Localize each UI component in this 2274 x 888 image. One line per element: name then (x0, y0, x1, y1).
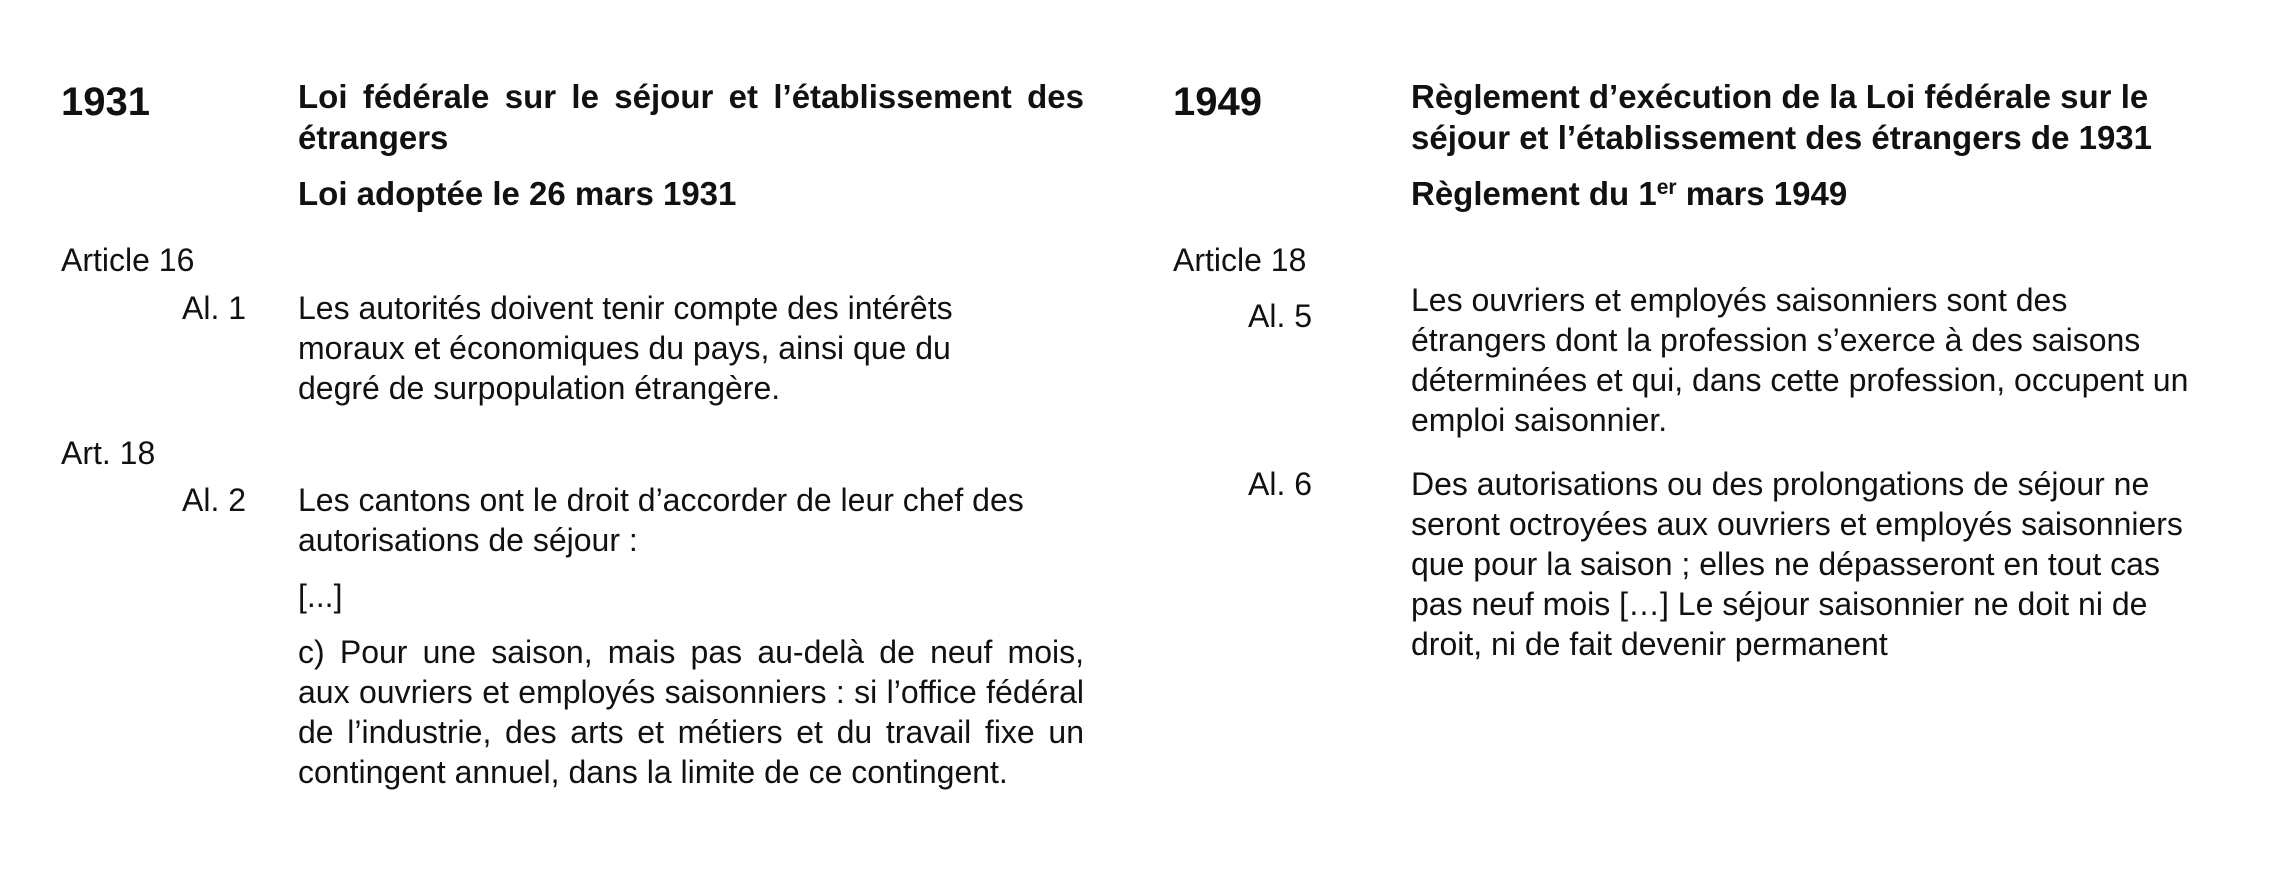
right-al-6-label: Al. 6 (1248, 466, 1313, 502)
right-year: 1949 (1173, 80, 1262, 124)
left-al-2-item-c: c) Pour une saison, mais pas au-delà de neuf mois, aux ouvriers et employés saisonniers : si l’office fédéral de l’industrie, des arts et métiers et du travail fixe un contingent annuel, dans la limite de ce contingent. (298, 634, 1084, 790)
left-al-2-text: Les cantons ont le droit d’accorder de leur chef des autorisations de séjour : (298, 482, 1024, 558)
right-article-18-label: Article 18 (1173, 242, 1307, 278)
left-al-1-text: Les autorités doivent tenir compte des intérêts moraux et économiques du pays, ainsi que du degré de surpopulation étrangère. (298, 290, 953, 406)
left-law-title: Loi fédérale sur le séjour et l’établissement des étrangers (298, 78, 1084, 156)
right-regulation-subtitle (1411, 173, 2201, 214)
right-al-5-text: Les ouvriers et employés saisonniers sont des étrangers dont la profession s’exerce à des saisons déterminées et qui, dans cette profession, occupent un emploi saisonnier. (1411, 282, 2189, 438)
left-al-2-ellipsis: [...] (298, 578, 343, 614)
left-article-18-label: Art. 18 (61, 435, 156, 471)
right-al-6-text: Des autorisations ou des prolongations de séjour ne seront octroyées aux ouvriers et employés saisonniers que pour la saison ; elles ne dépasseront en tout cas pas neuf mois […] Le séjour saisonnier ne doit ni de droit, ni de fait devenir permanent (1411, 466, 2183, 662)
right-al-5-label: Al. 5 (1248, 298, 1313, 334)
right-subtitle-suffix: mars 1949 (1676, 175, 1848, 212)
right-subtitle-superscript: er (1656, 176, 1677, 199)
left-al-1-label: Al. 1 (182, 290, 247, 326)
left-year: 1931 (61, 80, 150, 124)
left-article-16-label: Article 16 (61, 242, 195, 278)
left-al-2-label: Al. 2 (182, 482, 247, 518)
left-law-subtitle: Loi adoptée le 26 mars 1931 (298, 175, 737, 212)
right-regulation-title: Règlement d’exécution de la Loi fédérale sur le séjour et l’établissement des étrangers de 1931 (1411, 78, 2153, 156)
right-subtitle-prefix: Règlement du 1 (1411, 175, 1657, 212)
right-column-1949-regulation (1137, 0, 2274, 888)
